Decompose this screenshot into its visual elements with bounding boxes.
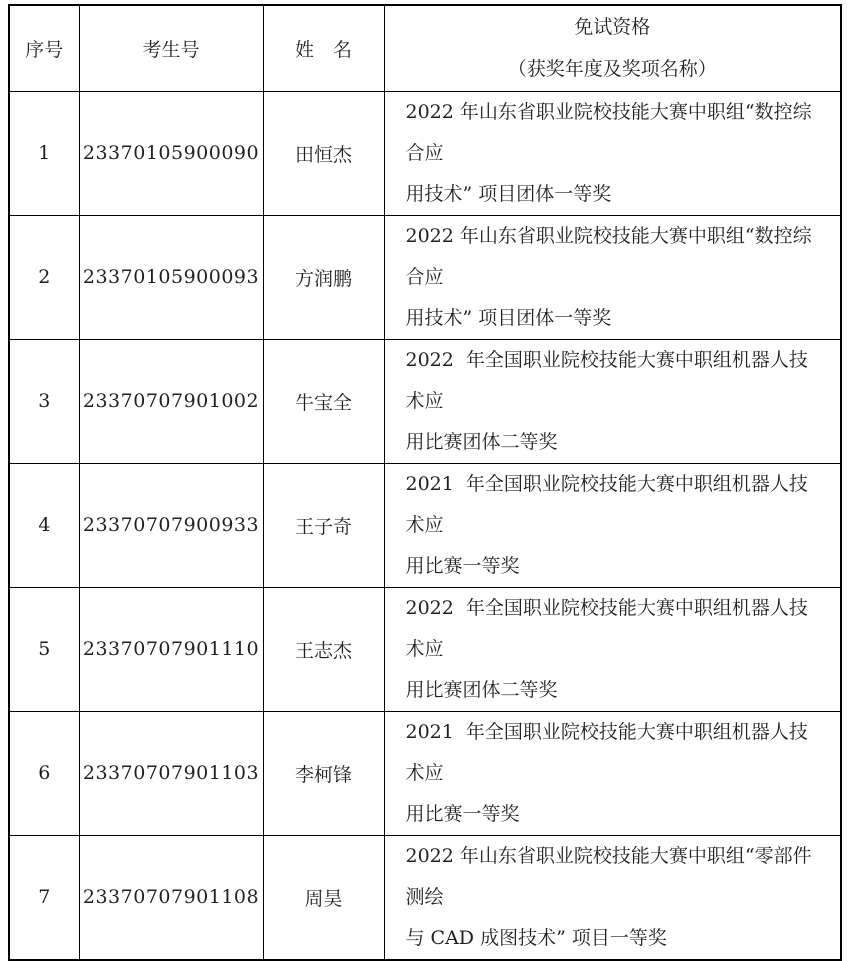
cell-no: 6	[9, 711, 79, 835]
table-row	[9, 835, 841, 960]
award-line: 与 CAD 成图技术” 项目一等奖	[405, 926, 667, 949]
award-line: 2022 年山东省职业院校技能大赛中职组“数控综合应	[405, 100, 812, 164]
cell-no: 7	[9, 835, 79, 960]
table-row	[9, 215, 841, 339]
award-line: 用比赛一等奖	[405, 554, 520, 577]
award-line: 2022 年山东省职业院校技能大赛中职组“数控综合应	[405, 224, 812, 288]
cell-no: 5	[9, 587, 79, 711]
table-row	[9, 587, 841, 711]
cell-candidate-id: 23370105900090	[79, 91, 263, 215]
header-no: 序号	[9, 5, 79, 91]
cell-award	[384, 835, 841, 960]
cell-no: 4	[9, 463, 79, 587]
table-row	[9, 91, 841, 215]
header-qualification-subtitle: （获奖年度及奖项名称）	[507, 58, 717, 81]
cell-no: 1	[9, 91, 79, 215]
cell-candidate-id: 23370707901108	[79, 835, 263, 960]
award-line: 2022 年山东省职业院校技能大赛中职组“零部件测绘	[405, 844, 812, 908]
cell-name: 方润鹏	[263, 215, 384, 339]
cell-award	[384, 339, 841, 463]
cell-name: 王志杰	[263, 587, 384, 711]
award-line: 2022 年全国职业院校技能大赛中职组机器人技术应	[405, 348, 808, 412]
cell-award	[384, 463, 841, 587]
award-line: 2022 年全国职业院校技能大赛中职组机器人技术应	[405, 596, 808, 660]
cell-award	[384, 587, 841, 711]
cell-no: 3	[9, 339, 79, 463]
cell-candidate-id: 23370707901103	[79, 711, 263, 835]
cell-candidate-id: 23370707901110	[79, 587, 263, 711]
cell-award	[384, 711, 841, 835]
exemption-qualification-table	[8, 4, 842, 961]
cell-no: 2	[9, 215, 79, 339]
award-line: 用比赛团体二等奖	[405, 678, 558, 701]
cell-name: 周昊	[263, 835, 384, 960]
award-line: 2021 年全国职业院校技能大赛中职组机器人技术应	[405, 720, 808, 784]
table-row	[9, 711, 841, 835]
award-line: 用技术” 项目团体一等奖	[405, 306, 612, 329]
award-line: 用比赛团体二等奖	[405, 430, 558, 453]
table-row	[9, 463, 841, 587]
award-line: 用比赛一等奖	[405, 802, 520, 825]
cell-name: 牛宝全	[263, 339, 384, 463]
cell-name: 王子奇	[263, 463, 384, 587]
cell-candidate-id: 23370707900933	[79, 463, 263, 587]
header-qualification	[384, 5, 841, 91]
award-line: 2021 年全国职业院校技能大赛中职组机器人技术应	[405, 472, 808, 536]
table-row	[9, 339, 841, 463]
cell-award	[384, 215, 841, 339]
cell-name: 李柯锋	[263, 711, 384, 835]
table-header-row	[9, 5, 841, 91]
cell-candidate-id: 23370105900093	[79, 215, 263, 339]
cell-candidate-id: 23370707901002	[79, 339, 263, 463]
header-qualification-title: 免试资格	[574, 16, 651, 39]
header-candidate-id: 考生号	[79, 5, 263, 91]
award-line: 用技术” 项目团体一等奖	[405, 182, 612, 205]
header-name: 姓 名	[263, 5, 384, 91]
cell-award	[384, 91, 841, 215]
cell-name: 田恒杰	[263, 91, 384, 215]
